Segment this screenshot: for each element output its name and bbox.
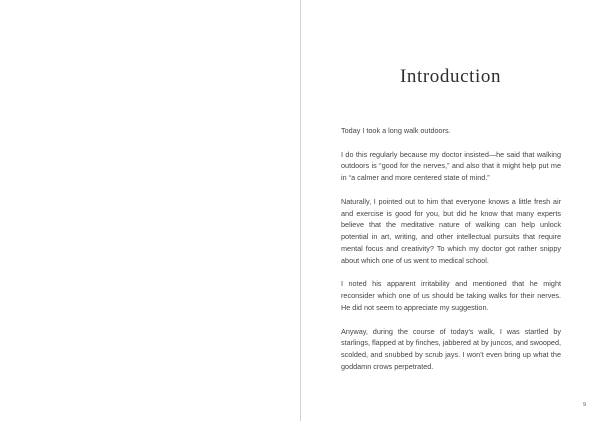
right-page	[301, 0, 600, 421]
paragraph: I do this regularly because my doctor insisted—he said that walking outdoors is “good for the nerves,” and also that it might help put me in “a calmer and more centered state of mind.”	[341, 149, 561, 183]
page-number: 9	[582, 402, 586, 408]
chapter-title: Introduction	[399, 66, 502, 87]
paragraph: Today I took a long walk outdoors.	[341, 126, 451, 135]
body-text	[341, 125, 561, 385]
paragraph: I noted his apparent irritability and mentioned that he might reconsider which one of us should be taking walks for their nerves. He did not seem to appreciate my suggestion.	[341, 279, 561, 312]
paragraph: Anyway, during the course of today’s walk, I was startled by starlings, flapped at by finches, jabbered at by juncos, and swooped, scolded, and snubbed by scrub jays. I won’t even bring up what the goddamn crows perpetrated.	[341, 326, 561, 371]
paragraph: Naturally, I pointed out to him that everyone knows a little fresh air and exercise is good for you, but did he know that many experts believe that the meditative nature of walking can help unlock potential in art, writing, and other intellectual pursuits that require mental focus and creativity? To which my doctor got rather snippy about which one of us went to medical school.	[341, 196, 561, 265]
